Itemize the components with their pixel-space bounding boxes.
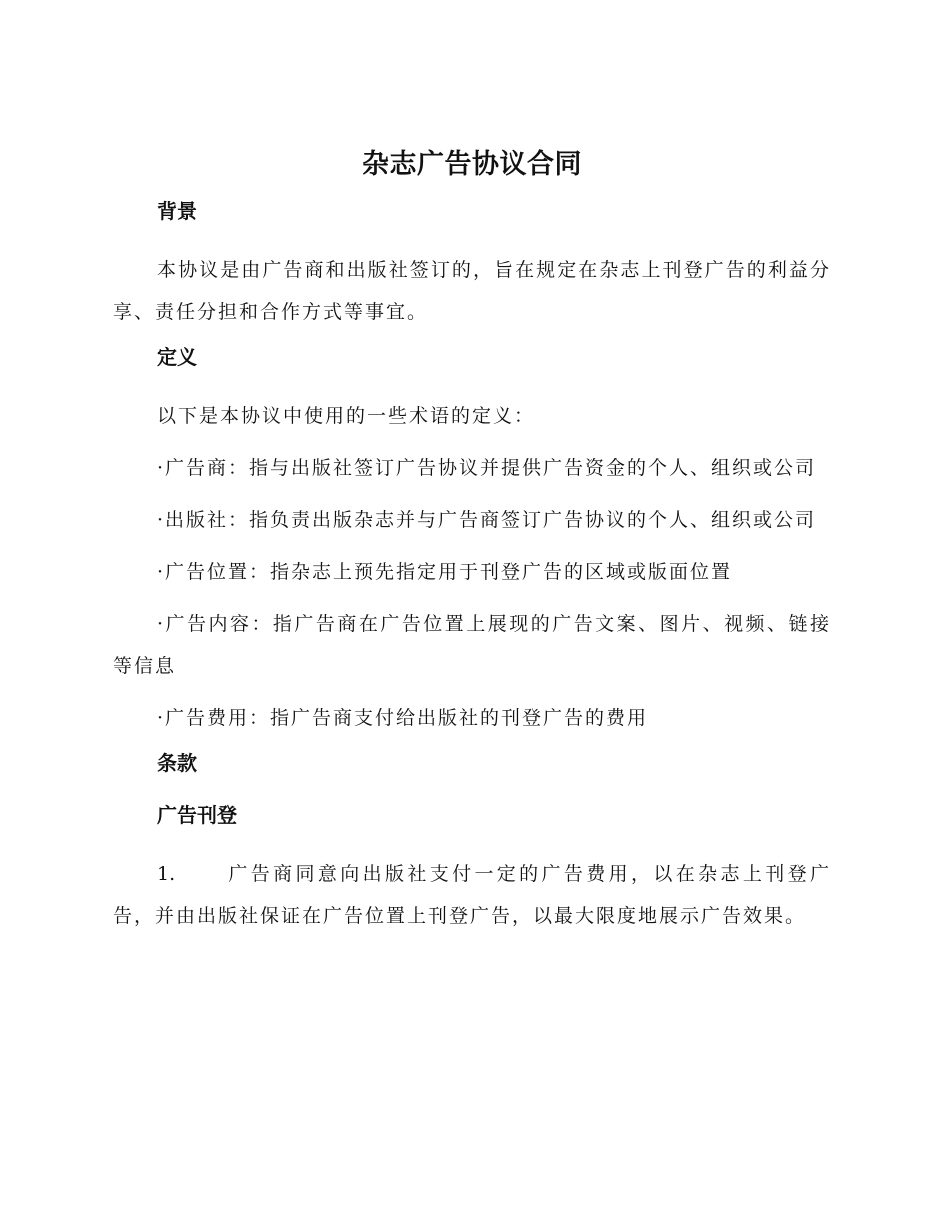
definitions-intro: 以下是本协议中使用的一些术语的定义： [157, 405, 536, 427]
section-heading-background: 背景 [157, 199, 197, 223]
clause-number: 1. [157, 863, 176, 885]
definition-item-ad-position: ·广告位置：指杂志上预先指定用于刊登广告的区域或版面位置 [157, 561, 733, 583]
clause-item [113, 853, 831, 937]
clause-text: 广告商同意向出版社支付一定的广告费用，以在杂志上刊登广告，并由出版社保证在广告位置上刊登广告，以最大限度地展示广告效果。 [113, 863, 831, 927]
subsection-heading-ad-placement: 广告刊登 [157, 803, 237, 827]
definition-item-advertiser: ·广告商：指与出版社签订广告协议并提供广告资金的个人、组织或公司 [157, 457, 817, 479]
definition-item-ad-fee: ·广告费用：指广告商支付给出版社的刊登广告的费用 [157, 707, 649, 729]
section-heading-definitions: 定义 [157, 345, 197, 369]
background-paragraph: 本协议是由广告商和出版社签订的，旨在规定在杂志上刊登广告的利益分享、责任分担和合作方式等事宜。 [113, 259, 831, 323]
definition-item-publisher: ·出版社：指负责出版杂志并与广告商签订广告协议的个人、组织或公司 [157, 509, 817, 531]
document-title: 杂志广告协议合同 [362, 149, 582, 180]
document-body [113, 145, 831, 937]
section-heading-terms: 条款 [157, 751, 197, 775]
definition-item-ad-content: ·广告内容：指广告商在广告位置上展现的广告文案、图片、视频、链接等信息 [113, 613, 831, 677]
